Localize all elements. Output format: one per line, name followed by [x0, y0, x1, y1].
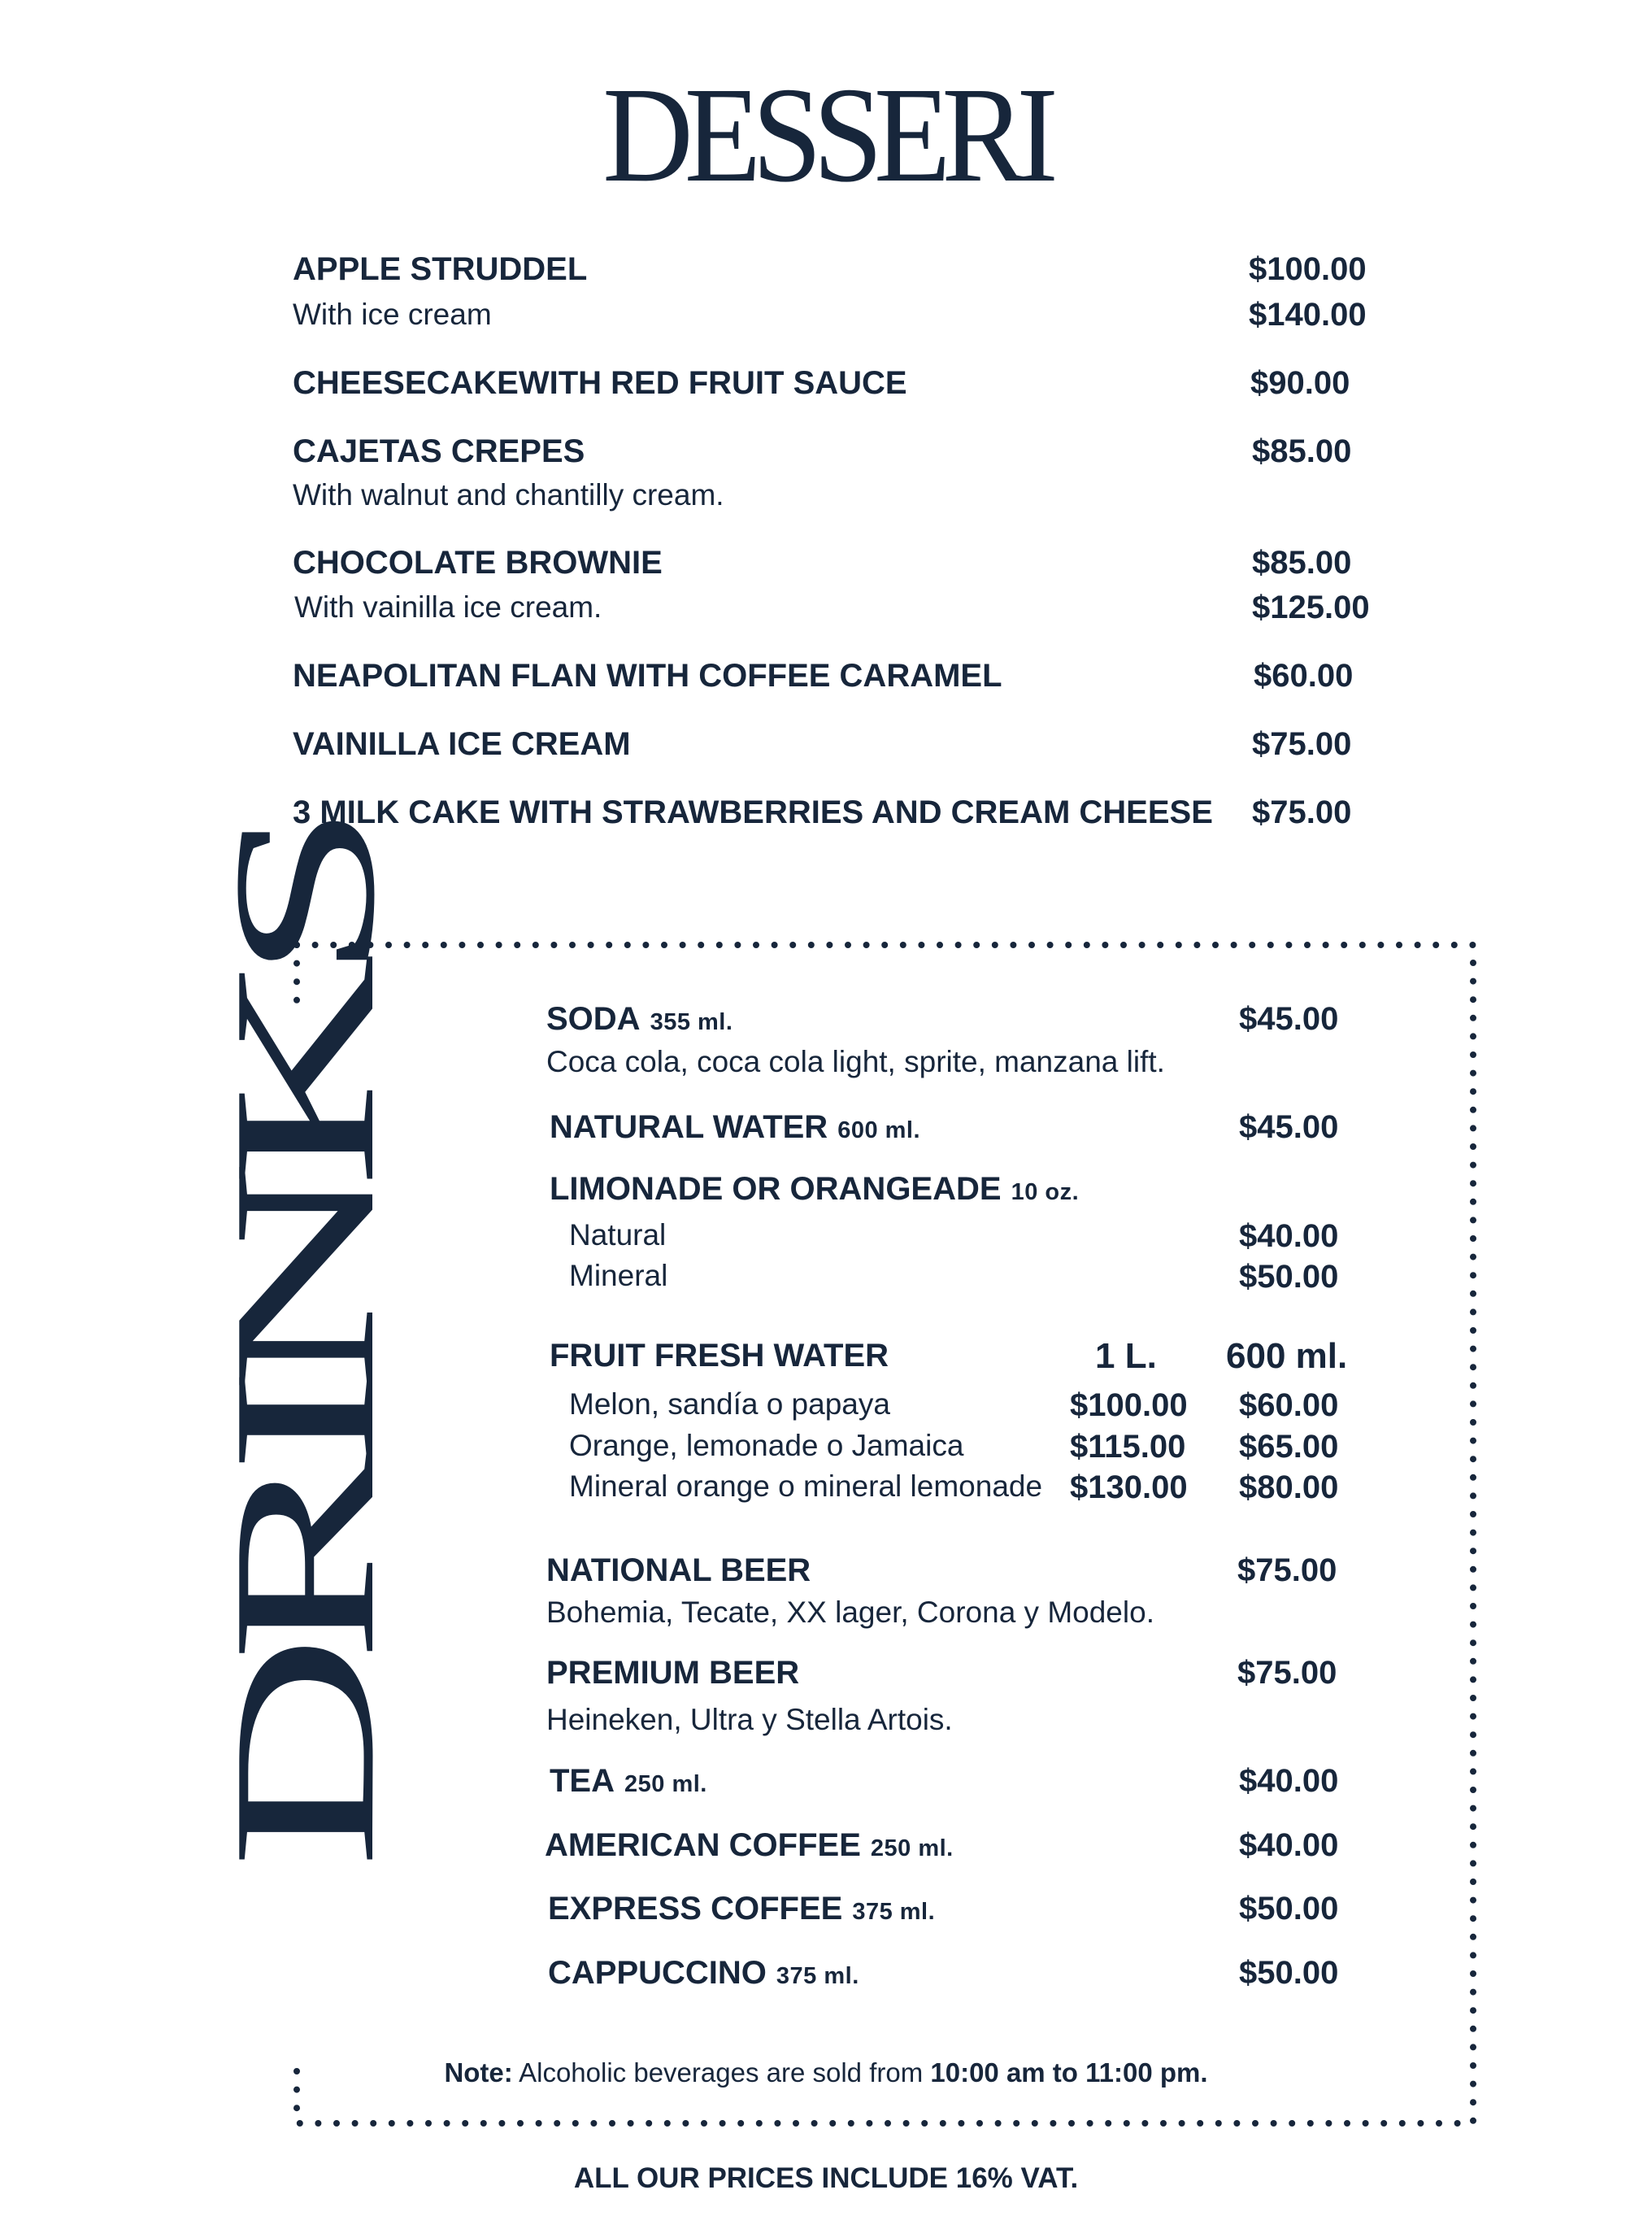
desserts-title: DESSERI [602, 59, 1050, 211]
drink-name: PREMIUM BEER [546, 1655, 800, 1691]
dessert-name: CHEESECAKEWITH RED FRUIT SAUCE [293, 365, 907, 401]
fruit-price-600ml: $80.00 [1239, 1469, 1339, 1505]
column-header-600ml: 600 ml. [1226, 1336, 1348, 1376]
drink-size: 355 ml. [650, 1009, 733, 1035]
drink-desc: Coca cola, coca cola light, sprite, manzana lift. [546, 1045, 1165, 1078]
drink-size: 375 ml. [852, 1899, 936, 1925]
dessert-name: 3 MILK CAKE WITH STRAWBERRIES AND CREAM CHEESE [293, 795, 1213, 830]
dessert-price: $90.00 [1250, 365, 1350, 401]
drink-name: NATURAL WATER 600 ml. [550, 1109, 921, 1145]
dessert-price: $85.00 [1252, 433, 1352, 469]
fruit-row-name: Melon, sandía o papaya [569, 1387, 890, 1421]
drink-price: $50.00 [1239, 1955, 1339, 1991]
drink-price: $50.00 [1239, 1259, 1339, 1295]
fruit-price-1l: $100.00 [1070, 1387, 1188, 1423]
drink-name: LIMONADE OR ORANGEADE 10 oz. [550, 1171, 1080, 1207]
drink-name: NATIONAL BEER [546, 1552, 811, 1588]
fruit-price-600ml: $65.00 [1239, 1429, 1339, 1465]
drink-name: CAPPUCCINO 375 ml. [548, 1955, 859, 1991]
alcohol-note: Note: Alcoholic beverages are sold from 10:00 am to 11:00 pm. [444, 2057, 1208, 2088]
drink-option: Natural [569, 1218, 667, 1252]
dessert-price: $75.00 [1252, 795, 1352, 830]
dessert-price: $85.00 [1252, 545, 1352, 581]
dessert-name: APPLE STRUDDEL [293, 251, 588, 287]
drink-price: $40.00 [1239, 1218, 1339, 1254]
dessert-name: CHOCOLATE BROWNIE [293, 545, 663, 581]
drink-price: $50.00 [1239, 1891, 1339, 1926]
drink-desc: Bohemia, Tecate, XX lager, Corona y Modelo. [546, 1596, 1154, 1629]
fruit-row-name: Orange, lemonade o Jamaica [569, 1429, 964, 1462]
drink-price: $45.00 [1239, 1001, 1339, 1037]
dessert-price: $100.00 [1249, 251, 1367, 287]
dessert-price: $75.00 [1252, 726, 1352, 762]
drink-size: 600 ml. [837, 1117, 921, 1143]
drink-price: $75.00 [1237, 1552, 1337, 1588]
drink-price: $45.00 [1239, 1109, 1339, 1145]
drink-name: EXPRESS COFFEE 375 ml. [548, 1891, 936, 1926]
drink-name: SODA 355 ml. [546, 1001, 733, 1037]
fruit-price-1l: $115.00 [1070, 1429, 1186, 1465]
fruit-price-1l: $130.00 [1070, 1469, 1188, 1505]
drink-option: Mineral [569, 1259, 668, 1292]
dessert-note: With walnut and chantilly cream. [293, 478, 724, 512]
drink-desc: Heineken, Ultra y Stella Artois. [546, 1703, 953, 1736]
drink-name: AMERICAN COFFEE 250 ml. [545, 1827, 954, 1863]
column-header-1l: 1 L. [1095, 1336, 1157, 1376]
drink-price: $40.00 [1239, 1827, 1339, 1863]
dessert-note: With vainilla ice cream. [294, 590, 602, 624]
dessert-price: $140.00 [1249, 297, 1367, 333]
drink-size: 250 ml. [624, 1771, 707, 1797]
drink-size: 375 ml. [776, 1963, 859, 1989]
drink-price: $75.00 [1237, 1655, 1337, 1691]
fruit-price-600ml: $60.00 [1239, 1387, 1339, 1423]
fruit-row-name: Mineral orange o mineral lemonade [569, 1469, 1043, 1503]
vat-footer: ALL OUR PRICES INCLUDE 16% VAT. [573, 2162, 1079, 2194]
dessert-note: With ice cream [293, 298, 492, 331]
dessert-price: $60.00 [1254, 658, 1354, 694]
dessert-price: $125.00 [1252, 590, 1370, 625]
drink-size: 10 oz. [1011, 1179, 1080, 1205]
dessert-name: VAINILLA ICE CREAM [293, 726, 631, 762]
dessert-name: CAJETAS CREPES [293, 433, 585, 469]
drink-name: TEA 250 ml. [550, 1763, 707, 1799]
drink-price: $40.00 [1239, 1763, 1339, 1799]
drink-size: 250 ml. [870, 1835, 954, 1861]
dessert-name: NEAPOLITAN FLAN WITH COFFEE CARAMEL [293, 658, 1002, 694]
drink-name: FRUIT FRESH WATER [550, 1338, 889, 1374]
drinks-title: DRINKS [192, 829, 417, 1869]
